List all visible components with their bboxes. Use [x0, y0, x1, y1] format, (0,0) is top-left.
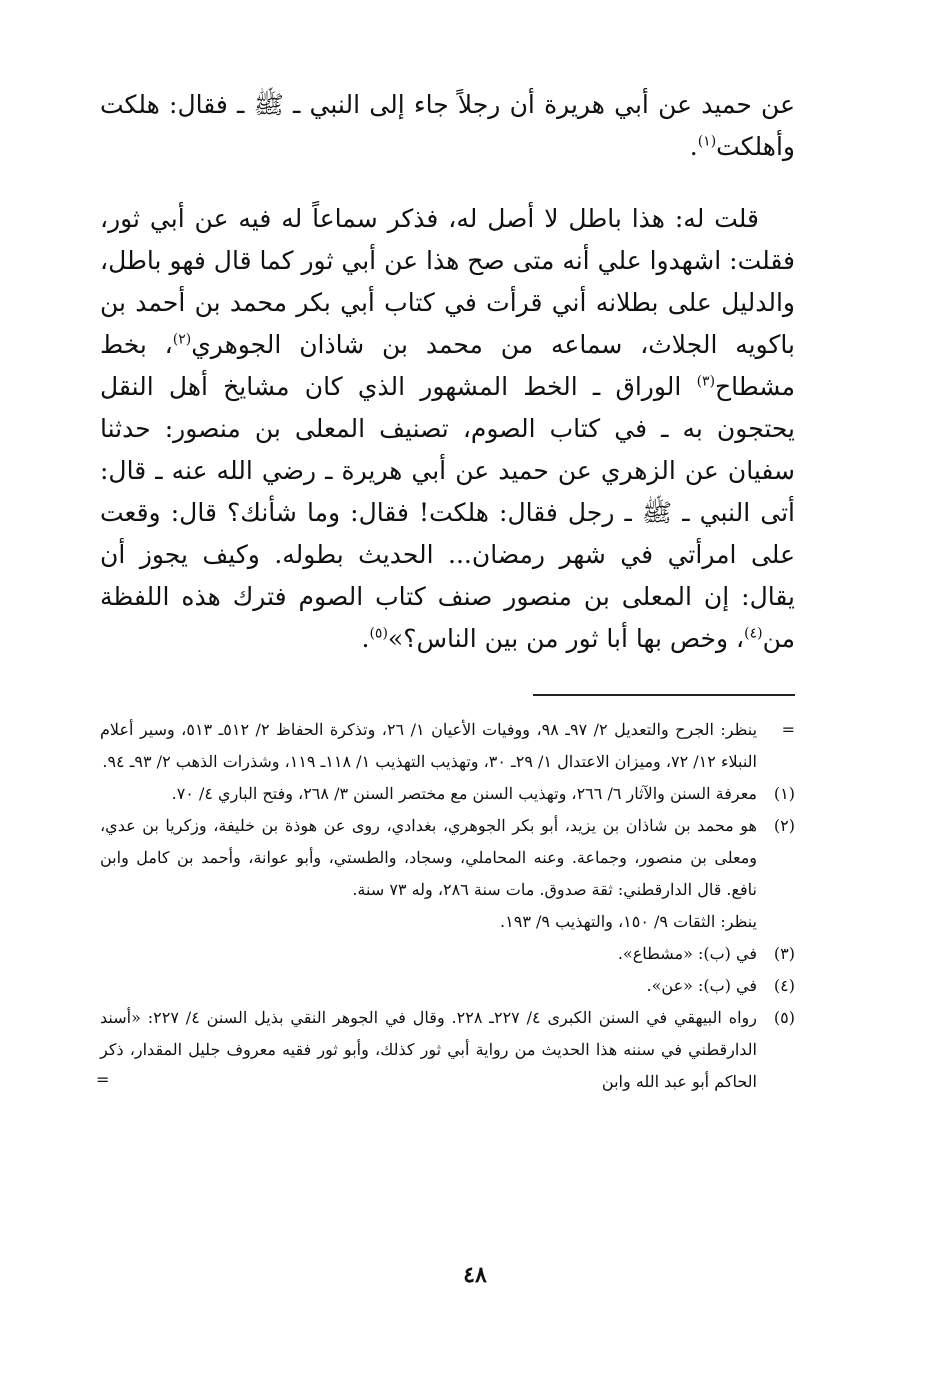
paragraph-2-text-c: الوراق ـ الخط المشهور الذي كان مشايخ أهل النقل يحتجون به ـ في كتاب الصوم، تصنيف المعلى بن منصور: حدثنا سفيان عن الزهري عن حميد عن أبي هريرة ـ رضي الله عنه ـ قال: أتى النبي ـ ﷺ ـ رجل فقال: هلكت! فقال: وما شأنك؟ قال: وقعت على امرأتي في شهر رمضان... الحديث بطوله. وكيف يجوز أن يقال: إن المعلى بن منصور صنف كتاب الصوم فترك هذه اللفظة من	[100, 372, 795, 653]
footnote-ref-1[interactable]: (١)	[697, 133, 717, 150]
footnote-2	[100, 810, 795, 938]
paragraph-2-text-a: قلت له: هذا باطل لا أصل له، فذكر سماعاً له فيه عن أبي ثور، فقلت: اشهدوا علي أنه متى صح هذا عن أبي ثور كما قال فهو باطل، والدليل على بطلانه أني قرأت في كتاب أبي بكر محمد بن أحمد بن باكويه الجلاث، سماعه من محمد بن شاذان الجوهري	[100, 204, 796, 359]
body-paragraph-2	[100, 198, 795, 660]
footnote-ref-2[interactable]: (٢)	[172, 331, 192, 348]
footnote-ref-4[interactable]: (٤)	[744, 625, 763, 642]
footnote-separator	[533, 694, 795, 696]
footnote-1-number: (١)	[773, 784, 795, 803]
paragraph-1-end: .	[689, 132, 698, 161]
paragraph-2-text-d: ، وخص بها أبا ثور من بين الناس؟»	[387, 624, 745, 653]
paragraph-2-end: .	[361, 624, 370, 653]
footnote-2-text: هو محمد بن شاذان بن يزيد، أبو بكر الجوهري، بغدادي، روى عن هوذة بن خليفة، وزكريا بن عدي، ومعلى بن منصور، وجماعة. وعنه المحاملي، وسجاد، والطستي، وأبو عوانة، وأحمد بن كامل وابن نافع. قال الدارقطني: ثقة صدوق. مات سنة ٢٨٦، وله ٧٣ سنة.	[100, 816, 757, 899]
paragraph-1-text: عن حميد عن أبي هريرة أن رجلاً جاء إلى النبي ـ ﷺ ـ فقال: هلكت وأهلكت	[100, 90, 795, 161]
continuation-mark: =	[781, 720, 795, 739]
footnote-ref-5[interactable]: (٥)	[369, 625, 388, 642]
footnote-1-text: معرفة السنن والآثار ٦/ ٢٦٦، وتهذيب السنن مع مختصر السنن ٣/ ٢٦٨، وفتح الباري ٤/ ٧٠.	[171, 784, 757, 803]
footnote-3	[100, 938, 795, 970]
footnote-3-text: في (ب): «مشطاع».	[617, 944, 757, 963]
footnotes	[96, 714, 795, 1098]
footnote-2-number: (٢)	[773, 816, 795, 835]
footnote-continuation-text: ينظر: الجرح والتعديل ٢/ ٩٧ـ ٩٨، ووفيات الأعيان ١/ ٢٦، وتذكرة الحفاظ ٢/ ٥١٢ـ ٥١٣، وسير أعلام النبلاء ١٢/ ٧٢، وميزان الاعتدال ١/ ٢٩ـ ٣٠، وتهذيب التهذيب ١/ ١١٨ـ ١١٩، وشذرات الذهب ٢/ ٩٣ـ ٩٤.	[100, 720, 758, 771]
footnote-continuation	[100, 714, 795, 778]
footnote-5-number: (٥)	[773, 1008, 795, 1027]
footnote-ref-3[interactable]: (٣)	[696, 373, 716, 390]
footnote-5	[96, 1002, 795, 1098]
footnote-1	[100, 778, 795, 810]
footnote-3-number: (٣)	[773, 944, 795, 963]
footnote-4-text: في (ب): «عن».	[646, 976, 757, 995]
paragraph-2-text-b: ، بخط مشطاح	[100, 330, 795, 401]
page-content	[96, 84, 796, 1098]
footnote-5-continuation-mark: =	[96, 1070, 110, 1089]
page-number: ٤٨	[463, 1262, 487, 1288]
footnote-4-number: (٤)	[773, 976, 795, 995]
footnote-5-text: رواه البيهقي في السنن الكبرى ٤/ ٢٢٧ـ ٢٢٨. وقال في الجوهر النقي بذيل السنن ٤/ ٢٢٧: «أسند الدارقطني في سننه هذا الحديث من رواية أبي ثور كذلك، وأبو ثور فقيه معروف جليل المقدار، ذكر الحاكم أبو عبد الله وابن	[100, 1008, 757, 1091]
body-paragraph-1	[100, 84, 795, 168]
footnote-2-references: ينظر: الثقات ٩/ ١٥٠، والتهذيب ٩/ ١٩٣.	[500, 912, 757, 931]
footnote-4	[100, 970, 795, 1002]
